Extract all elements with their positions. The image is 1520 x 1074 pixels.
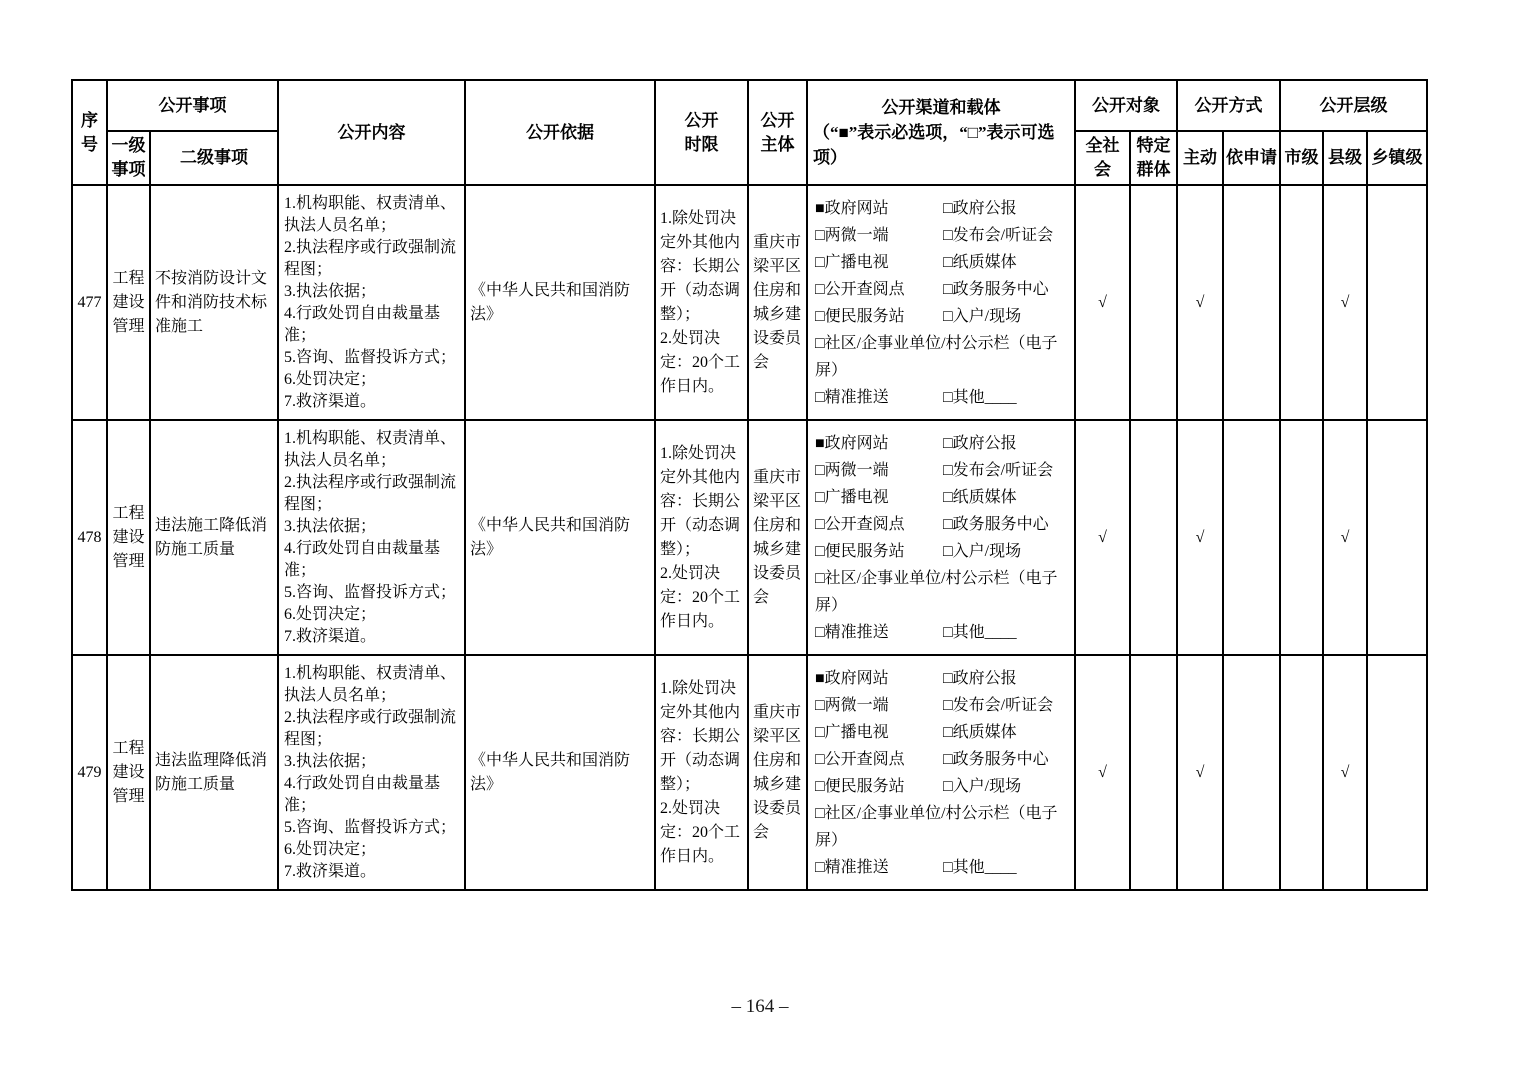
cell-serial-number: 477 (72, 185, 107, 420)
col-header-channels (807, 80, 1075, 185)
cell-level2-item: 违法施工降低消防施工质量 (150, 420, 278, 655)
col-header-method-group: 公开方式 (1177, 80, 1280, 131)
channel-option-line (815, 384, 1067, 411)
channel-option: ■政府网站 (815, 434, 889, 452)
cell-time-limit (655, 185, 748, 420)
channel-option-line (815, 665, 1067, 692)
channel-option-line (815, 303, 1067, 330)
cell-disclosure-content (278, 185, 465, 420)
content-item: 6.处罚决定； (284, 605, 377, 623)
cell-mark-on-request (1223, 185, 1280, 420)
time-limit-item: 1.除处罚决定外其他内容：长期公开（动态调整）； (660, 209, 741, 323)
disclosure-table (71, 79, 1428, 891)
content-item: 1.机构职能、权责清单、执法人员名单； (284, 194, 457, 234)
content-item: 1.机构职能、权责清单、执法人员名单； (284, 429, 457, 469)
channel-option: □纸质媒体 (943, 253, 1017, 271)
col-header-time-limit (655, 80, 748, 185)
channel-option-line (815, 619, 1067, 646)
content-item: 2.执法程序或行政强制流程图； (284, 473, 457, 513)
page-number: – 164 – (731, 996, 789, 1017)
cell-mark-on-request (1223, 655, 1280, 890)
channel-option: □精准推送 (815, 623, 889, 641)
col-header-method-proactive: 主动 (1177, 131, 1223, 185)
channel-option: □精准推送 (815, 388, 889, 406)
channel-option: □两微一端 (815, 696, 889, 714)
col-header-subject (748, 80, 807, 185)
cell-mark-township-level (1367, 185, 1427, 420)
col-header-level-group: 公开层级 (1280, 80, 1427, 131)
cell-mark-county-level: √ (1323, 420, 1367, 655)
col-header-serial (72, 80, 107, 185)
channel-option-line (815, 800, 1067, 854)
cell-mark-county-level: √ (1323, 185, 1367, 420)
table-body (72, 185, 1427, 890)
content-item: 5.咨询、监督投诉方式； (284, 583, 457, 601)
content-item: 5.咨询、监督投诉方式； (284, 818, 457, 836)
col-header-audience-specific (1130, 131, 1177, 185)
col-header-audience-specific-label: 特定群体 (1136, 136, 1171, 179)
content-item: 7.救济渠道。 (284, 627, 377, 645)
channel-option: □其他____ (943, 623, 1017, 641)
cell-legal-basis: 《中华人民共和国消防法》 (465, 655, 655, 890)
content-item: 1.机构职能、权责清单、执法人员名单； (284, 664, 457, 704)
cell-serial-number: 478 (72, 420, 107, 655)
cell-level2-item: 违法监理降低消防施工质量 (150, 655, 278, 890)
channel-option: □其他____ (943, 858, 1017, 876)
time-limit-item: 2.处罚决定：20个工作日内。 (660, 564, 741, 630)
cell-channels (807, 655, 1075, 890)
col-header-level-city: 市级 (1280, 131, 1323, 185)
channel-option-line (815, 430, 1067, 457)
cell-disclosure-content (278, 655, 465, 890)
channel-option-line (815, 195, 1067, 222)
channel-option: □入户/现场 (943, 542, 1022, 560)
channel-option: □广播电视 (815, 723, 889, 741)
channel-option-line (815, 565, 1067, 619)
table-row (72, 420, 1427, 655)
channel-option-line (815, 511, 1067, 538)
col-header-level2: 二级事项 (150, 131, 278, 185)
channel-option-line (815, 330, 1067, 384)
time-limit-item: 2.处罚决定：20个工作日内。 (660, 329, 741, 395)
col-header-level1: 一级事项 (107, 131, 150, 185)
cell-mark-city-level (1280, 655, 1323, 890)
channel-option: □两微一端 (815, 226, 889, 244)
cell-mark-township-level (1367, 420, 1427, 655)
cell-mark-audience-all: √ (1075, 185, 1130, 420)
cell-mark-audience-all: √ (1075, 655, 1130, 890)
cell-mark-proactive: √ (1177, 420, 1223, 655)
content-item: 3.执法依据； (284, 517, 377, 535)
content-item: 2.执法程序或行政强制流程图； (284, 238, 457, 278)
cell-disclosure-subject: 重庆市梁平区住房和城乡建设委员会 (748, 185, 807, 420)
cell-mark-audience-specific (1130, 655, 1177, 890)
channel-option: □精准推送 (815, 858, 889, 876)
cell-channels (807, 185, 1075, 420)
channel-option: □政务服务中心 (943, 280, 1049, 298)
channel-option: □公开查阅点 (815, 515, 905, 533)
channel-option: □政府公报 (943, 199, 1017, 217)
content-item: 6.处罚决定； (284, 370, 377, 388)
channel-option: □广播电视 (815, 253, 889, 271)
cell-mark-audience-all: √ (1075, 420, 1130, 655)
content-item: 4.行政处罚自由裁量基准； (284, 304, 441, 344)
channel-option: □两微一端 (815, 461, 889, 479)
channel-option-line (815, 484, 1067, 511)
content-item: 7.救济渠道。 (284, 862, 377, 880)
channel-option-line (815, 746, 1067, 773)
channel-option-line (815, 457, 1067, 484)
col-header-level-county: 县级 (1323, 131, 1367, 185)
channel-option: □社区/企事业单位/村公示栏（电子屏） (815, 334, 1058, 379)
channel-option-line (815, 538, 1067, 565)
cell-legal-basis: 《中华人民共和国消防法》 (465, 185, 655, 420)
content-item: 4.行政处罚自由裁量基准； (284, 539, 441, 579)
channels-header-note: （“■”表示必选项，“□”表示可选项） (813, 122, 1055, 167)
table-row (72, 655, 1427, 890)
col-header-time-limit-label: 公开时限 (684, 110, 719, 154)
channel-option-line (815, 276, 1067, 303)
col-header-basis: 公开依据 (465, 80, 655, 185)
cell-mark-city-level (1280, 185, 1323, 420)
channel-option: ■政府网站 (815, 199, 889, 217)
channel-option-line (815, 222, 1067, 249)
cell-level1-item: 工程建设管理 (107, 655, 150, 890)
channel-option: □入户/现场 (943, 307, 1022, 325)
channel-option: □公开查阅点 (815, 280, 905, 298)
channels-header-title: 公开渠道和载体 (881, 97, 1001, 117)
channel-option: □发布会/听证会 (943, 226, 1054, 244)
cell-mark-city-level (1280, 420, 1323, 655)
channel-option: □纸质媒体 (943, 488, 1017, 506)
channel-option: □便民服务站 (815, 777, 905, 795)
col-header-method-on-request: 依申请 (1223, 131, 1280, 185)
cell-disclosure-subject: 重庆市梁平区住房和城乡建设委员会 (748, 655, 807, 890)
cell-time-limit (655, 420, 748, 655)
cell-mark-proactive: √ (1177, 655, 1223, 890)
channel-option: □社区/企事业单位/村公示栏（电子屏） (815, 804, 1058, 849)
cell-time-limit (655, 655, 748, 890)
col-header-audience-all-label: 全社会 (1085, 136, 1120, 179)
col-header-serial-label: 序号 (81, 110, 98, 154)
channel-option: □公开查阅点 (815, 750, 905, 768)
col-header-level-township: 乡镇级 (1367, 131, 1427, 185)
channel-option: □政府公报 (943, 434, 1017, 452)
content-item: 6.处罚决定； (284, 840, 377, 858)
channel-option: □社区/企事业单位/村公示栏（电子屏） (815, 569, 1058, 614)
channel-option: □政府公报 (943, 669, 1017, 687)
cell-legal-basis: 《中华人民共和国消防法》 (465, 420, 655, 655)
channel-option: □便民服务站 (815, 307, 905, 325)
content-item: 3.执法依据； (284, 752, 377, 770)
channel-option: ■政府网站 (815, 669, 889, 687)
col-header-content: 公开内容 (278, 80, 465, 185)
cell-level1-item: 工程建设管理 (107, 185, 150, 420)
col-header-audience-all (1075, 131, 1130, 185)
channel-option-line (815, 854, 1067, 881)
channel-option-line (815, 773, 1067, 800)
content-item: 4.行政处罚自由裁量基准； (284, 774, 441, 814)
content-item: 7.救济渠道。 (284, 392, 377, 410)
cell-channels (807, 420, 1075, 655)
col-header-items-group: 公开事项 (107, 80, 278, 131)
channel-option: □发布会/听证会 (943, 696, 1054, 714)
channel-option: □发布会/听证会 (943, 461, 1054, 479)
channel-option: □广播电视 (815, 488, 889, 506)
channel-option: □政务服务中心 (943, 515, 1049, 533)
cell-mark-county-level: √ (1323, 655, 1367, 890)
cell-level1-item: 工程建设管理 (107, 420, 150, 655)
channel-option: □入户/现场 (943, 777, 1022, 795)
channel-option-line (815, 719, 1067, 746)
cell-mark-township-level (1367, 655, 1427, 890)
channel-option: □便民服务站 (815, 542, 905, 560)
cell-mark-proactive: √ (1177, 185, 1223, 420)
cell-mark-audience-specific (1130, 420, 1177, 655)
table-row (72, 185, 1427, 420)
channel-option: □其他____ (943, 388, 1017, 406)
time-limit-item: 2.处罚决定：20个工作日内。 (660, 799, 741, 865)
content-item: 2.执法程序或行政强制流程图； (284, 708, 457, 748)
cell-disclosure-content (278, 420, 465, 655)
cell-mark-audience-specific (1130, 185, 1177, 420)
content-item: 5.咨询、监督投诉方式； (284, 348, 457, 366)
time-limit-item: 1.除处罚决定外其他内容：长期公开（动态调整）； (660, 679, 741, 793)
time-limit-item: 1.除处罚决定外其他内容：长期公开（动态调整）； (660, 444, 741, 558)
content-item: 3.执法依据； (284, 282, 377, 300)
cell-disclosure-subject: 重庆市梁平区住房和城乡建设委员会 (748, 420, 807, 655)
channel-option-line (815, 249, 1067, 276)
col-header-audience-group: 公开对象 (1075, 80, 1177, 131)
cell-level2-item: 不按消防设计文件和消防技术标准施工 (150, 185, 278, 420)
col-header-subject-label: 公开主体 (760, 110, 795, 154)
table-header (72, 80, 1427, 185)
channel-option: □政务服务中心 (943, 750, 1049, 768)
cell-serial-number: 479 (72, 655, 107, 890)
channel-option-line (815, 692, 1067, 719)
cell-mark-on-request (1223, 420, 1280, 655)
channel-option: □纸质媒体 (943, 723, 1017, 741)
